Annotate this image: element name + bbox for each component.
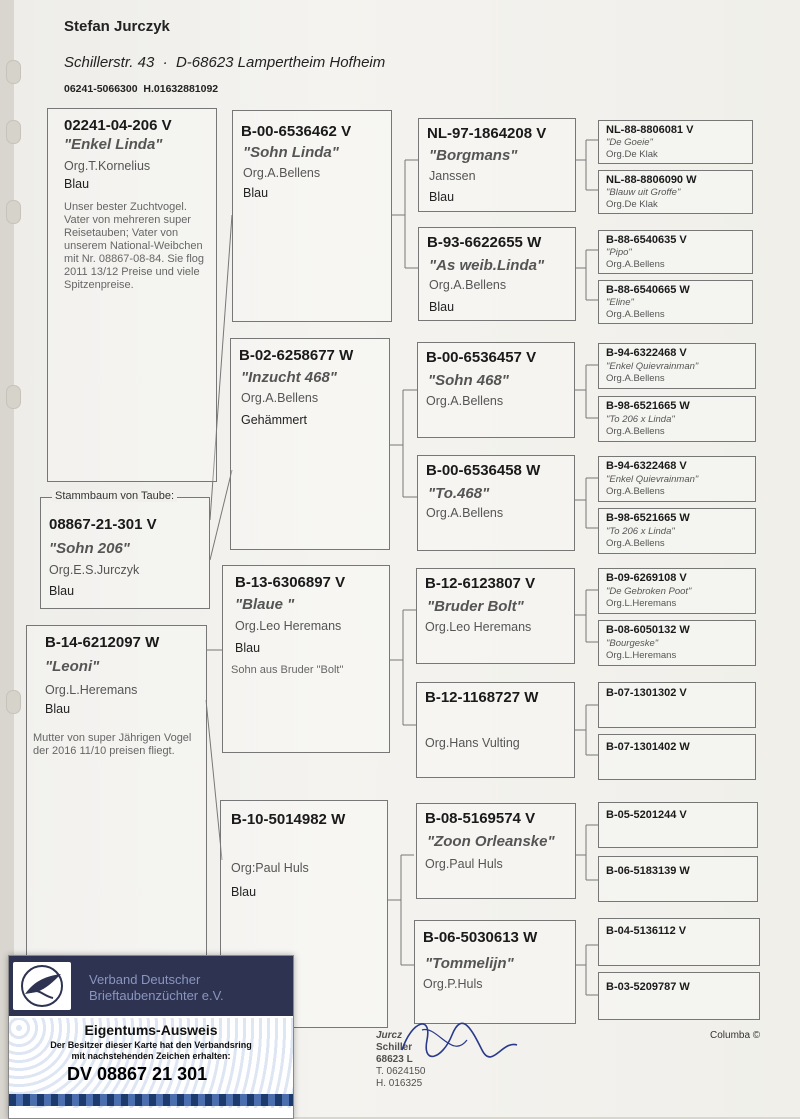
gen3-ring: B-00-6536458 W [426,462,541,479]
subject-color: Blau [49,584,75,598]
gen4-name: "Enkel Quievrainman" [606,361,699,372]
copyright-text: Columba © [710,1030,761,1041]
gen4-box [598,682,756,728]
gen4-ring: B-94-6322468 V [606,347,687,359]
gen4-org: Org.De Klak [606,149,658,160]
father-org: Org.T.Kornelius [64,159,151,173]
gen4-ring: B-04-5136112 V [606,925,687,937]
gen3-box [417,455,575,551]
gen3-org: Janssen [429,169,476,183]
gen2-box [230,338,390,550]
gen4-box [598,918,760,966]
gen4-name: "Eline" [606,297,634,308]
gen2-box [232,110,392,322]
father-color: Blau [64,177,90,191]
gen4-name: "Bourgeske" [606,638,659,649]
mother-note: Mutter von super Jährigen Vogel der 2016 11/10 preisen fliegt. [33,732,192,757]
breeder-phones: 06241-5066300 H.01632881092 [64,83,219,95]
gen4-ring: B-88-6540635 V [606,234,687,246]
gen4-ring: NL-88-8806081 V [606,124,694,136]
gen3-org: Org.Paul Huls [425,857,503,871]
gen2-color: Blau [231,885,257,899]
stamp-line: H. 016325 [376,1078,423,1089]
gen4-name: "Blauw uit Groffe" [606,187,681,198]
gen2-org: Org:Paul Huls [231,861,309,875]
card-ring-number: DV 08867 21 301 [67,1064,208,1084]
gen3-ring: B-08-5169574 V [425,810,536,827]
gen4-org: Org.A.Bellens [606,259,665,270]
gen4-ring: B-98-6521665 W [606,512,690,524]
gen4-ring: B-03-5209787 W [606,981,690,993]
gen3-ring: B-93-6622655 W [427,234,542,251]
gen2-color: Gehämmert [241,413,307,427]
gen2-name: "Blaue " [235,596,295,613]
gen4-ring: B-09-6269108 V [606,572,687,584]
card-org-line1: Verband Deutscher [89,972,201,987]
gen4-org: Org.L.Heremans [606,598,677,609]
gen4-box [598,508,756,554]
gen3-name: "Bruder Bolt" [427,598,524,615]
gen3-name: "Zoon Orleanske" [427,833,555,850]
gen2-color: Blau [243,186,269,200]
card-org-line2: Brieftaubenzüchter e.V. [89,988,224,1003]
subject-box [40,497,210,609]
gen3-ring: NL-97-1864208 V [427,125,547,142]
stamp-line: Jurcz [376,1030,403,1041]
gen3-org: Org.P.Huls [423,977,483,991]
gen4-box [598,802,758,848]
gen2-ring: B-13-6306897 V [235,574,346,591]
gen3-org: Org.Hans Vulting [425,736,520,750]
gen2-org: Org.A.Bellens [241,391,319,405]
gen3-box [416,568,575,664]
gen3-org: Org.A.Bellens [426,506,504,520]
gen4-box [598,343,756,389]
gen2-box [222,565,390,753]
gen2-org: Org.Leo Heremans [235,619,342,633]
card-header [9,956,293,1016]
gen4-name: "To 206 x Linda" [606,414,675,425]
gen3-box [416,803,576,899]
gen4-box [598,734,756,780]
gen4-org: Org.A.Bellens [606,486,665,497]
gen3-box [418,227,576,321]
gen4-ring: NL-88-8806090 W [606,174,697,186]
gen4-name: "De Goeie" [606,137,653,148]
gen4-box [598,568,756,614]
gen2-ring: B-00-6536462 V [241,123,352,140]
gen4-ring: B-94-6322468 V [606,460,687,472]
gen3-name: "Borgmans" [429,147,518,164]
gen4-box [598,280,753,324]
breeder-address: Schillerstr. 43 · D-68623 Lampertheim Hofheim [64,54,386,71]
gen3-name: "Tommelijn" [425,955,514,972]
mother-org: Org.L.Heremans [45,683,138,697]
gen4-ring: B-98-6521665 W [606,400,690,412]
gen2-ring: B-10-5014982 W [231,811,346,828]
gen4-ring: B-08-6050132 W [606,624,690,636]
stamp-line: T. 0624150 [376,1066,426,1077]
gen3-ring: B-06-5030613 W [423,929,538,946]
gen4-ring: B-05-5201244 V [606,809,687,821]
gen4-org: Org.A.Bellens [606,373,665,384]
stamp-line: Schiller [376,1042,413,1053]
mother-ring: B-14-6212097 W [45,634,160,651]
dove-logo-icon [13,962,71,1010]
gen4-name: "De Gebroken Poot" [606,586,692,597]
gen4-box [598,396,756,442]
gen4-box [598,456,756,502]
gen4-org: Org.De Klak [606,199,658,210]
subject-ring: 08867-21-301 V [49,516,157,533]
gen4-org: Org.L.Heremans [606,650,677,661]
ownership-card [8,955,294,1119]
gen4-box [598,856,758,902]
card-subtitle [9,1040,293,1062]
mother-name: "Leoni" [45,658,100,675]
gen2-note: Sohn aus Bruder "Bolt" [231,664,344,676]
gen3-box [416,682,575,778]
gen3-ring: B-00-6536457 V [426,349,537,366]
gen2-color: Blau [235,641,261,655]
breeder-name: Stefan Jurczyk [64,18,170,35]
gen4-box [598,620,756,666]
gen4-org: Org.A.Bellens [606,538,665,549]
gen4-org: Org.A.Bellens [606,309,665,320]
mother-color: Blau [45,702,71,716]
gen4-name: "Pipo" [606,247,632,258]
gen3-name: "Sohn 468" [428,372,509,389]
mother-box [26,625,207,965]
gen4-ring: B-07-1301402 W [606,741,690,753]
gen4-box [598,170,753,214]
gen3-name: "To.468" [428,485,490,502]
gen4-box [598,120,753,164]
gen3-name: "As weib.Linda" [429,257,545,274]
gen2-org: Org.A.Bellens [243,166,321,180]
gen4-ring: B-06-5183139 W [606,865,690,877]
card-subtitle-line2: mit nachstehenden Zeichen erhalten: [71,1051,231,1061]
subject-org: Org.E.S.Jurczyk [49,563,140,577]
gen3-ring: B-12-1168727 W [425,689,539,706]
gen3-box [417,342,575,438]
gen3-ring: B-12-6123807 V [425,575,536,592]
gen4-box [598,230,753,274]
card-title: Eigentums-Ausweis [84,1022,218,1038]
gen3-org: Org.A.Bellens [429,278,507,292]
gen3-box [418,118,576,212]
gen4-ring: B-07-1301302 V [606,687,687,699]
stamp-line: 68623 L [376,1054,413,1065]
father-box [47,108,217,482]
gen3-color: Blau [429,300,455,314]
gen3-box [414,920,576,1024]
gen2-name: "Inzucht 468" [241,369,337,386]
gen4-org: Org.A.Bellens [606,426,665,437]
pedigree-label: Stammbaum von Taube: [52,490,177,502]
father-name: "Enkel Linda" [64,136,163,153]
signature-scribble [392,1010,522,1070]
gen3-color: Blau [429,190,455,204]
card-strip [9,1094,293,1106]
gen3-org: Org.A.Bellens [426,394,504,408]
gen4-name: "To 206 x Linda" [606,526,675,537]
gen2-ring: B-02-6258677 W [239,347,354,364]
father-ring: 02241-04-206 V [64,117,172,134]
gen4-name: "Enkel Quievrainman" [606,474,699,485]
subject-name: "Sohn 206" [49,540,130,557]
gen2-name: "Sohn Linda" [243,144,339,161]
gen3-org: Org.Leo Heremans [425,620,532,634]
gen4-box [598,972,760,1020]
gen4-ring: B-88-6540665 W [606,284,690,296]
card-subtitle-line1: Der Besitzer dieser Karte hat den Verbandsring [50,1040,252,1050]
father-note: Unser bester Zuchtvogel. Vater von mehreren super Reisetauben; Vater von unserem National-Weibchen mit Nr. 08867-08-84. Sie flog 2011 13/12 Preise und viele Spitzenpreise. [64,201,205,291]
